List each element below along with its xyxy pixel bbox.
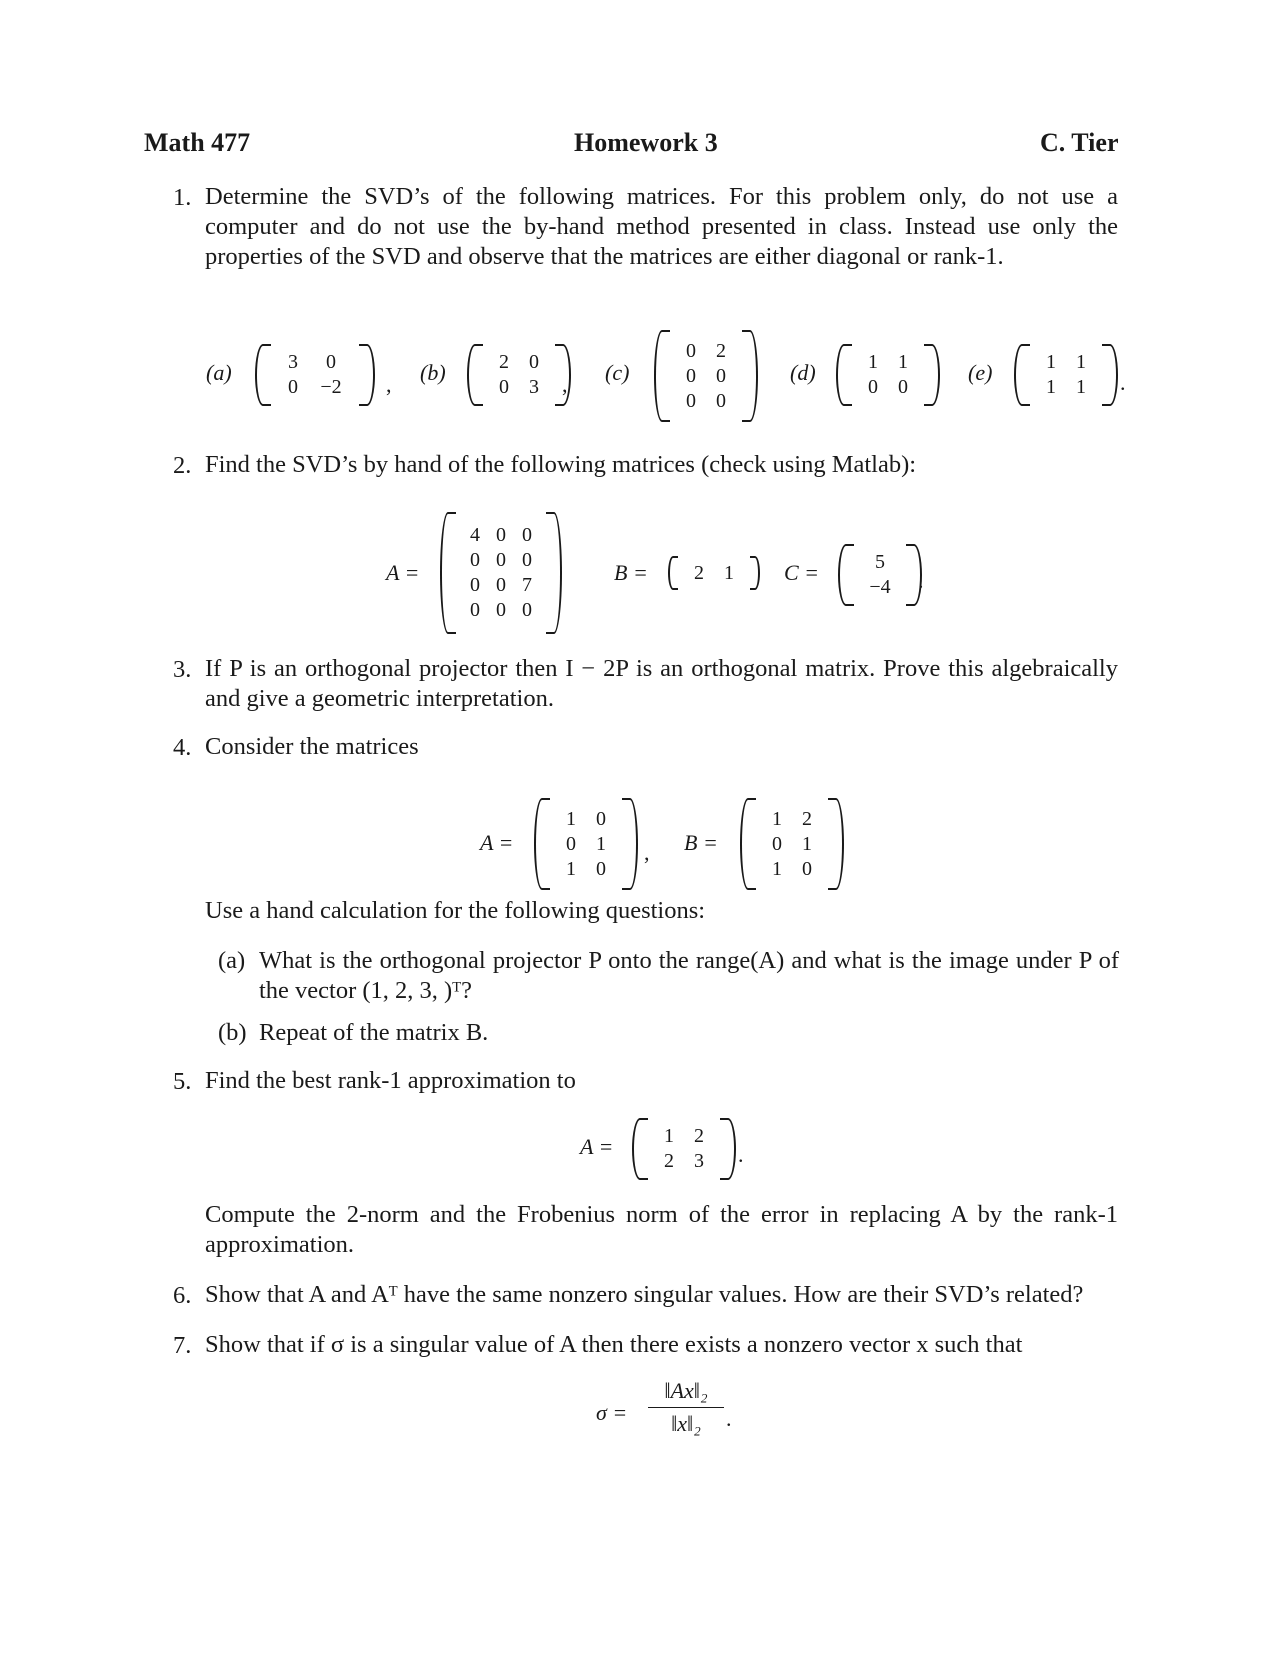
matrix-cell: 2 <box>802 807 812 830</box>
p7-sigma-label: σ = <box>596 1400 628 1425</box>
problem-5-number: 5. <box>173 1068 192 1095</box>
matrix-cell: 1 <box>1046 351 1056 373</box>
p2-matrix-a <box>440 512 562 634</box>
matrix-cell: 3 <box>288 351 298 373</box>
p5-label-a: A = <box>580 1134 614 1159</box>
matrix-cell: 1 <box>772 857 782 880</box>
matrix-cell: 1 <box>898 351 908 373</box>
matrix-cell: 0 <box>522 524 532 546</box>
period: . <box>738 1142 744 1167</box>
problem-2-number: 2. <box>173 452 192 479</box>
matrix-cell: 1 <box>566 807 576 830</box>
problem-4-text: Consider the matrices <box>205 733 419 760</box>
matrix-cell: 0 <box>802 857 812 880</box>
matrix-cell: 0 <box>772 832 782 855</box>
problem-4-number: 4. <box>173 734 192 761</box>
period: . <box>726 1406 732 1431</box>
problem-7-number: 7. <box>173 1332 192 1359</box>
p4-sub-b-text: Repeat of the matrix B. <box>259 1019 489 1046</box>
fraction-numerator: ‖Ax‖₂ <box>664 1378 708 1403</box>
p2-matrix-b <box>668 556 760 590</box>
matrix-cell: 4 <box>470 524 480 546</box>
comma: , <box>562 372 568 397</box>
matrix-cell: 0 <box>522 599 532 621</box>
instructor-name: C. Tier <box>1040 128 1119 157</box>
matrix-cell: 1 <box>1046 376 1056 398</box>
p4-sub-a-text: What is the orthogonal projector P onto the range(A) and what is the image under P of the vector (1, 2, 3, )ᵀ? <box>259 947 1119 1004</box>
problem-7-text: Show that if σ is a singular value of A then there exists a nonzero vector x such that <box>205 1331 1023 1358</box>
p1-label-b: (b) <box>420 360 446 385</box>
matrix-cell: 0 <box>496 549 506 571</box>
matrix-cell: 0 <box>566 832 576 855</box>
period: . <box>1120 370 1126 395</box>
p1-matrix-c <box>654 330 758 422</box>
matrix-cell: 0 <box>686 389 696 412</box>
page-title: Homework 3 <box>574 128 718 157</box>
p1-label-c: (c) <box>605 360 630 385</box>
matrix-cell: 1 <box>664 1125 674 1147</box>
matrix-cell: −2 <box>320 376 342 398</box>
matrix-cell: 0 <box>470 599 480 621</box>
matrix-cell: 3 <box>529 376 539 398</box>
problem-1-number: 1. <box>173 184 192 211</box>
p1-matrix-e <box>1014 344 1118 406</box>
problem-3-text: If P is an orthogonal projector then I − 2P is an orthogonal matrix. Prove this algebraically and give a geometric interpretation. <box>205 655 1118 712</box>
p4-matrix-a <box>534 798 638 890</box>
p2-matrix-c <box>838 544 922 606</box>
p5-matrix-a <box>632 1118 736 1180</box>
matrix-cell: 1 <box>1076 376 1086 398</box>
matrix-cell: 1 <box>596 832 606 855</box>
problem-6-number: 6. <box>173 1282 192 1309</box>
matrix-cell: 1 <box>868 351 878 373</box>
problem-2-text: Find the SVD’s by hand of the following matrices (check using Matlab): <box>205 451 917 478</box>
matrix-cell: 3 <box>694 1150 704 1172</box>
p1-label-e: (e) <box>968 360 993 385</box>
matrix-cell: 0 <box>596 857 606 880</box>
fraction-denominator: ‖x‖₂ <box>671 1411 701 1436</box>
problem-1-text: Determine the SVD’s of the following matrices. For this problem only, do not use a computer and do not use the by-hand method presented in class. Instead use only the properties of the SVD and observe that the matrices are either diagonal or rank-1. <box>205 183 1118 270</box>
matrix-cell: 5 <box>875 551 885 573</box>
p1-matrix-d <box>836 344 940 406</box>
p1-label-d: (d) <box>790 360 816 385</box>
matrix-cell: 0 <box>470 574 480 596</box>
problem-5-followup: Compute the 2-norm and the Frobenius norm of the error in replacing A by the rank-1 approximation. <box>205 1201 1118 1258</box>
p4-label-a: A = <box>480 830 514 855</box>
p4-matrix-b <box>740 798 844 890</box>
period: . <box>918 568 924 593</box>
matrix-cell: 2 <box>499 351 509 373</box>
p2-label-a: A = <box>386 560 420 585</box>
p4-sub-b-label: (b) <box>218 1019 247 1046</box>
p1-matrix-b <box>467 344 571 406</box>
matrix-cell: 0 <box>496 524 506 546</box>
problem-4-followup: Use a hand calculation for the following questions: <box>205 897 706 924</box>
matrix-cell: 0 <box>499 376 509 398</box>
p2-label-b: B = <box>614 560 648 585</box>
matrix-cell: 0 <box>529 351 539 373</box>
matrix-cell: 2 <box>694 1125 704 1147</box>
matrix-cell: 0 <box>716 389 726 412</box>
p7-fraction <box>648 1378 724 1437</box>
matrix-cell: 1 <box>566 857 576 880</box>
matrix-cell: 0 <box>522 549 532 571</box>
problem-3-number: 3. <box>173 656 192 683</box>
p2-label-c: C = <box>784 560 820 585</box>
matrix-cell: 0 <box>686 339 696 362</box>
p4-sub-a-label: (a) <box>218 947 246 974</box>
matrix-cell: 2 <box>664 1150 674 1172</box>
problem-6-text: Show that A and Aᵀ have the same nonzero singular values. How are their SVD’s related? <box>205 1281 1084 1308</box>
matrix-cell: 2 <box>716 339 726 362</box>
matrix-cell: 1 <box>1076 351 1086 373</box>
course-number: Math 477 <box>144 128 251 157</box>
matrix-cell: 0 <box>326 351 336 373</box>
comma: , <box>644 840 650 865</box>
matrix-cell: 1 <box>724 561 734 584</box>
matrix-cell: −4 <box>869 576 891 598</box>
matrix-cell: 0 <box>596 807 606 830</box>
matrix-cell: 7 <box>522 574 532 596</box>
p4-label-b: B = <box>684 830 718 855</box>
matrix-cell: 0 <box>470 549 480 571</box>
matrix-cell: 0 <box>716 364 726 387</box>
matrix-cell: 0 <box>496 574 506 596</box>
p1-matrix-a <box>255 344 375 406</box>
matrix-cell: 1 <box>772 807 782 830</box>
matrix-cell: 0 <box>898 376 908 398</box>
p1-label-a: (a) <box>206 360 232 385</box>
matrix-cell: 0 <box>686 364 696 387</box>
matrix-cell: 2 <box>694 561 704 584</box>
matrix-cell: 0 <box>496 599 506 621</box>
matrix-cell: 0 <box>868 376 878 398</box>
matrix-cell: 1 <box>802 832 812 855</box>
matrix-cell: 0 <box>288 376 298 398</box>
comma: , <box>386 372 392 397</box>
problem-5-text: Find the best rank-1 approximation to <box>205 1067 576 1094</box>
